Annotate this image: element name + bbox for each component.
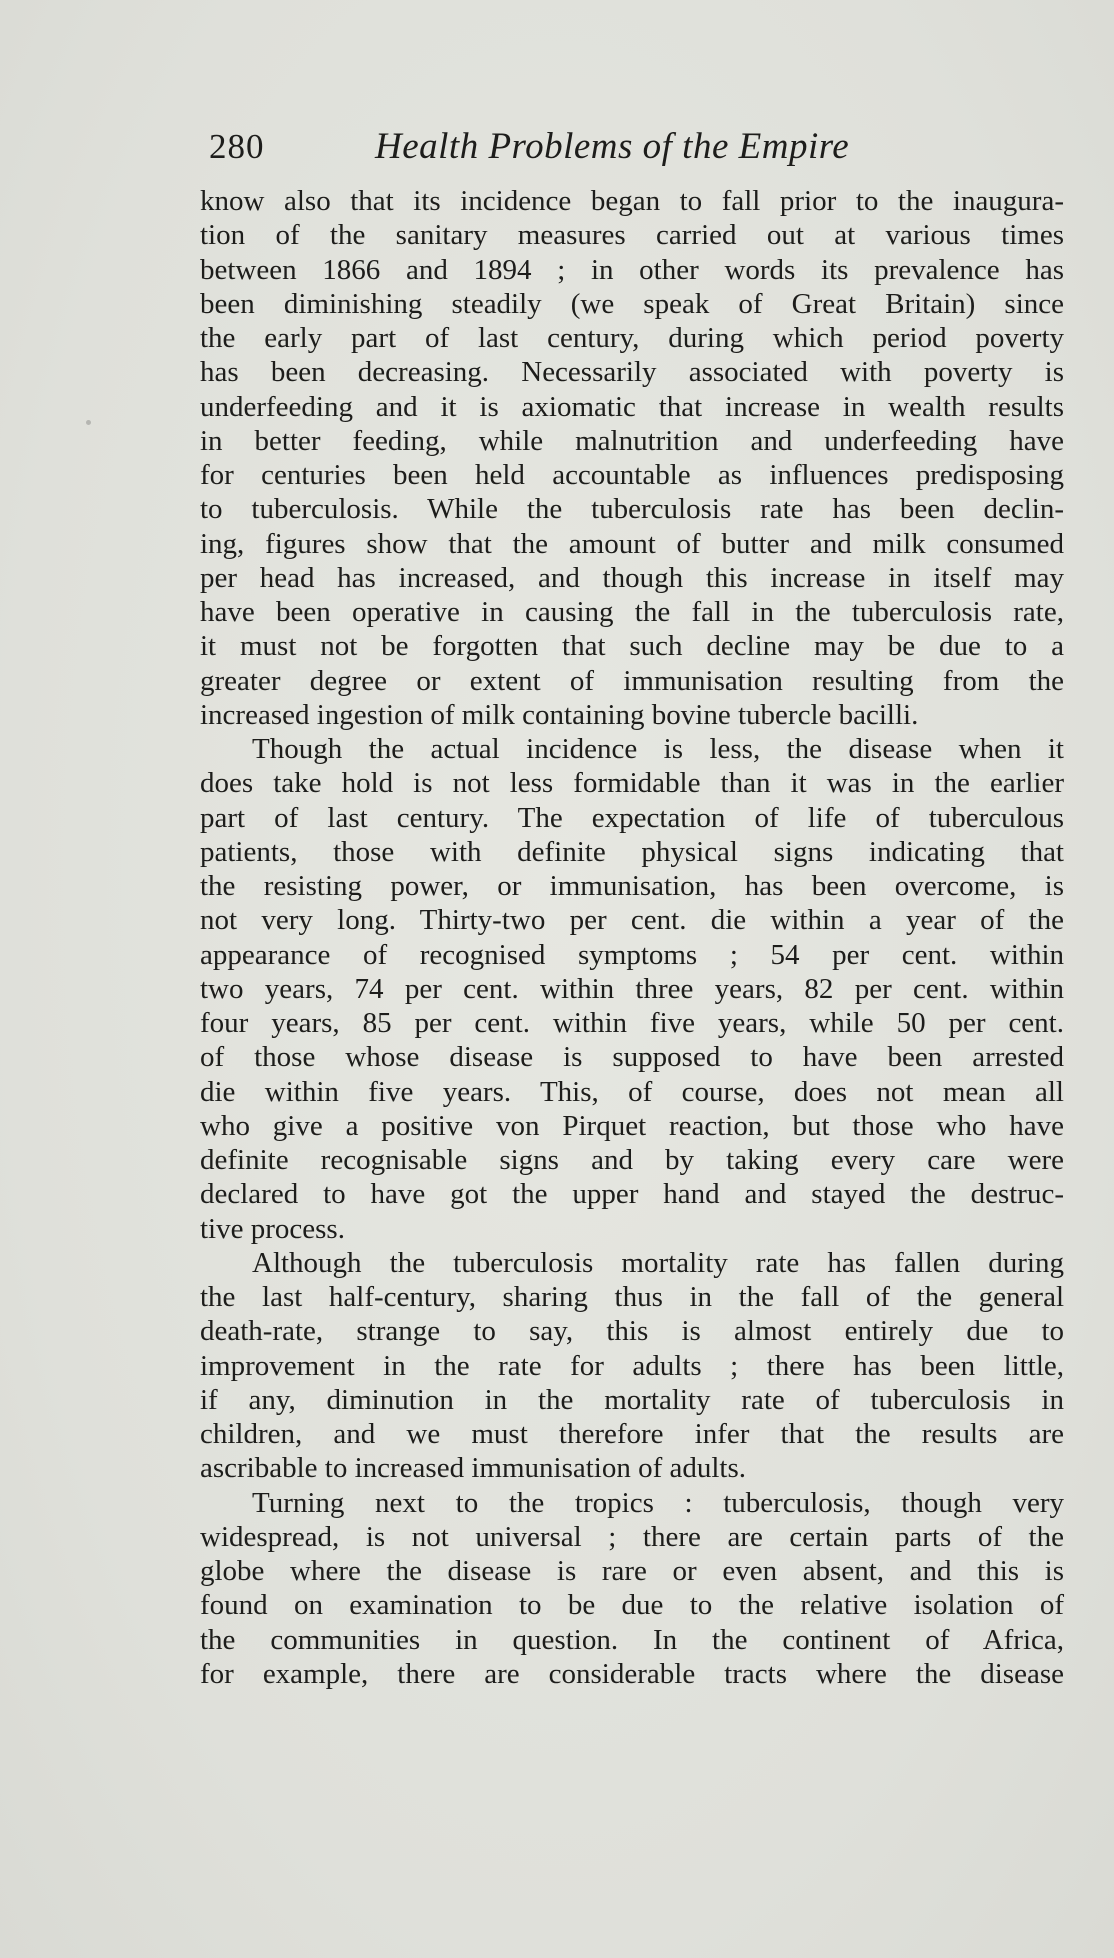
text-line: appearance of recognised symptoms ; 54 per cent. within bbox=[200, 938, 1064, 971]
paper-speck bbox=[86, 420, 91, 425]
text-line: two years, 74 per cent. within three years, 82 per cent. within bbox=[200, 972, 1064, 1005]
text-line: Turning next to the tropics : tuberculosis, though very bbox=[252, 1486, 1064, 1519]
text-line: for example, there are considerable tracts where the disease bbox=[200, 1657, 1064, 1690]
paragraph bbox=[200, 1246, 1064, 1486]
text-line: does take hold is not less formidable than it was in the earlier bbox=[200, 767, 1064, 800]
text-line: greater degree or extent of immunisation resulting from the bbox=[200, 664, 1064, 697]
text-line: the last half-century, sharing thus in the fall of the general bbox=[200, 1281, 1064, 1313]
text-line: four years, 85 per cent. within five years, while 50 per cent. bbox=[200, 1007, 1064, 1039]
text-line: if any, diminution in the mortality rate of tuberculosis in bbox=[200, 1383, 1064, 1416]
text-line: improvement in the rate for adults ; there has been little, bbox=[200, 1349, 1064, 1382]
text-line: underfeeding and it is axiomatic that increase in wealth results bbox=[200, 390, 1064, 423]
text-line: ascribable to increased immunisation of adults. bbox=[200, 1452, 747, 1485]
text-line: part of last century. The expectation of life of tuberculous bbox=[200, 801, 1064, 834]
text-line: know also that its incidence began to fall prior to the inaugura- bbox=[200, 185, 1064, 217]
text-line: for centuries been held accountable as influences predisposing bbox=[200, 459, 1064, 491]
text-line: of those whose disease is supposed to have been arrested bbox=[200, 1041, 1064, 1074]
text-line: who give a positive von Pirquet reaction, but those who have bbox=[200, 1109, 1064, 1142]
text-line: not very long. Thirty-two per cent. die within a year of the bbox=[200, 904, 1064, 937]
text-line: have been operative in causing the fall in the tuberculosis rate, bbox=[200, 596, 1064, 628]
text-line: ing, figures show that the amount of butter and milk consumed bbox=[200, 527, 1064, 560]
text-line: to tuberculosis. While the tuberculosis rate has been declin- bbox=[200, 493, 1064, 526]
text-line: die within five years. This, of course, does not mean all bbox=[200, 1075, 1064, 1108]
text-line: been diminishing steadily (we speak of Great Britain) since bbox=[200, 287, 1064, 320]
body-text bbox=[200, 184, 1064, 1691]
text-line: the early part of last century, during which period poverty bbox=[200, 322, 1064, 354]
running-title: Health Problems of the Empire bbox=[375, 126, 850, 167]
text-line: increased ingestion of milk containing bovine tubercle bacilli. bbox=[200, 698, 919, 731]
text-line: Although the tuberculosis mortality rate has fallen during bbox=[252, 1246, 1064, 1279]
text-line: globe where the disease is rare or even absent, and this is bbox=[200, 1555, 1064, 1587]
text-line: children, and we must therefore infer that the results are bbox=[200, 1418, 1064, 1450]
text-line: tion of the sanitary measures carried out at various times bbox=[200, 219, 1064, 252]
paragraph bbox=[200, 184, 1064, 732]
text-line: tive process. bbox=[200, 1212, 345, 1245]
text-line: definite recognisable signs and by taking every care were bbox=[200, 1144, 1064, 1176]
text-line: patients, those with definite physical signs indicating that bbox=[200, 835, 1064, 868]
page-number: 280 bbox=[209, 127, 265, 166]
text-line: per head has increased, and though this increase in itself may bbox=[200, 561, 1064, 594]
text-line: found on examination to be due to the relative isolation of bbox=[200, 1589, 1064, 1622]
text-line: the communities in question. In the continent of Africa, bbox=[200, 1623, 1064, 1656]
text-line: death-rate, strange to say, this is almost entirely due to bbox=[200, 1315, 1064, 1348]
text-line: has been decreasing. Necessarily associated with poverty is bbox=[200, 356, 1064, 389]
text-line: between 1866 and 1894 ; in other words its prevalence has bbox=[200, 253, 1064, 286]
text-line: in better feeding, while malnutrition and underfeeding have bbox=[200, 424, 1064, 457]
page-header bbox=[209, 124, 1065, 170]
paragraph bbox=[200, 1486, 1064, 1692]
text-line: widespread, is not universal ; there are certain parts of the bbox=[200, 1520, 1064, 1553]
paragraph bbox=[200, 732, 1064, 1246]
text-line: declared to have got the upper hand and stayed the destruc- bbox=[200, 1178, 1064, 1211]
text-line: the resisting power, or immunisation, has been overcome, is bbox=[200, 870, 1064, 902]
text-line: Though the actual incidence is less, the disease when it bbox=[252, 733, 1064, 765]
text-line: it must not be forgotten that such decline may be due to a bbox=[200, 630, 1064, 663]
